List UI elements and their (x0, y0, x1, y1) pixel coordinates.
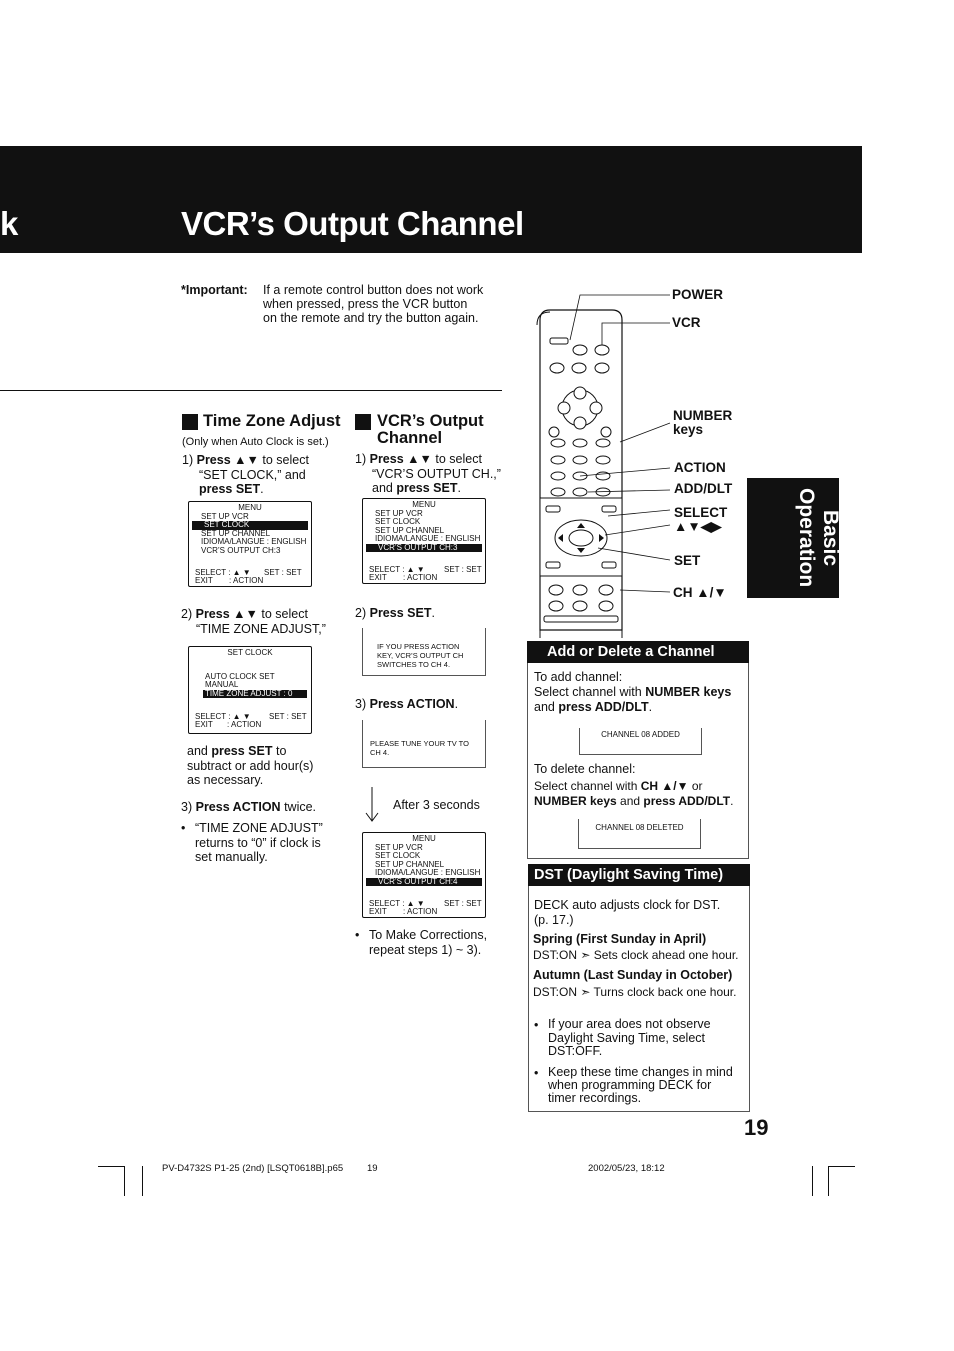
tz-note: (Only when Auto Clock is set.) (182, 436, 329, 448)
add-delete-add-text: To add channel: Select channel with NUMBER keys and press ADD/DLT. (534, 670, 732, 714)
section-square-icon (355, 414, 371, 430)
crop-mark (142, 1166, 143, 1196)
label-action: ACTION (674, 460, 726, 475)
divider (0, 390, 502, 391)
down-arrow-icon (364, 787, 384, 823)
oc-screen-menu-ch4: MENU SET UP VCR SET CLOCK SET UP CHANNEL IDIOMA/LANGUE : ENGLISH VCR’S OUTPUT CH:4 SELECT : ▲ ▼ SET : SET EXIT : ACTION (362, 832, 486, 918)
label-power: POWER (672, 287, 724, 302)
important-text: If a remote control button does not work when pressed, press the VCR button on the remote and try the button again. (263, 283, 484, 325)
label-number-keys: NUMBER keys (673, 408, 733, 437)
page-number: 19 (744, 1115, 769, 1140)
tz-step2: 2) Press ▲▼ to select “TIME ZONE ADJUST,” (181, 607, 326, 636)
label-ch: CH ▲/▼ (673, 585, 727, 600)
oc-screen-switch: IF YOU PRESS ACTION KEY, VCR’S OUTPUT CH SWITCHES TO CH 4. (362, 628, 486, 676)
tz-heading: Time Zone Adjust (203, 412, 341, 430)
page-title: VCR’s Output Channel (181, 205, 524, 242)
section-tab-label: Basic Operation (795, 488, 842, 588)
label-adddlt: ADD/DLT (674, 481, 733, 496)
crop-mark (124, 1166, 125, 1196)
after-3-seconds: After 3 seconds (393, 798, 480, 812)
add-delete-heading: Add or Delete a Channel (527, 641, 749, 663)
label-vcr: VCR (672, 315, 701, 330)
dst-bullet-1: • If your area does not observe Daylight Saving Time, select DST:OFF. (534, 1017, 711, 1058)
dst-spring-heading: Spring (First Sunday in April) (533, 932, 707, 946)
tz-screen-clock: SET CLOCK AUTO CLOCK SET MANUAL TIME ZONE ADJUST : 0 SELECT : ▲ ▼ SET : SET EXIT : ACTION (188, 646, 312, 734)
tz-step3: 3) Press ACTION twice. (181, 800, 317, 814)
dst-heading: DST (Daylight Saving Time) (528, 864, 750, 886)
oc-screen-menu: MENU SET UP VCR SET CLOCK SET UP CHANNEL IDIOMA/LANGUE : ENGLISH VCR’S OUTPUT CH:3 SELECT : ▲ ▼ SET : SET EXIT : ACTION (362, 498, 486, 584)
label-select: SELECT ▲▼◀▶ (674, 505, 728, 534)
tz-bullet: • “TIME ZONE ADJUST” returns to “0” if clock is set manually. (181, 821, 323, 864)
important-label: *Important: (181, 283, 248, 297)
tz-step1: 1) Press ▲▼ to select “SET CLOCK,” and press SET. (182, 453, 309, 496)
oc-screen-tune: PLEASE TUNE YOUR TV TO CH 4. (362, 720, 486, 768)
crop-mark (98, 1166, 125, 1167)
header-fragment: k (0, 205, 19, 242)
crop-mark (828, 1166, 855, 1167)
dst-autumn-line: DST:ON ➣ Turns clock back one hour. (533, 985, 737, 999)
oc-step1: 1) Press ▲▼ to select “VCR’S OUTPUT CH.,” and press SET. (355, 452, 501, 495)
dst-intro: DECK auto adjusts clock for DST. (p. 17.) (534, 898, 721, 927)
oc-step3: 3) Press ACTION. (355, 697, 459, 711)
tz-screen-menu: MENU SET UP VCR SET CLOCK SET UP CHANNEL IDIOMA/LANGUE : ENGLISH VCR’S OUTPUT CH:3 SELECT : ▲ ▼ SET : SET EXIT : ACTION (188, 501, 312, 587)
channel-deleted-screen: CHANNEL 08 DELETED (578, 819, 701, 849)
footer-file: PV-D4732S P1-25 (2nd) [LSQT0618B].p65 (162, 1163, 344, 1174)
footer-date: 2002/05/23, 18:12 (588, 1163, 665, 1174)
dst-autumn-heading: Autumn (Last Sunday in October) (533, 968, 733, 982)
crop-mark (812, 1166, 813, 1196)
dst-spring-line: DST:ON ➣ Sets clock ahead one hour. (533, 948, 739, 962)
oc-step2: 2) Press SET. (355, 606, 435, 620)
dst-bullet-2: • Keep these time changes in mind when programming DECK for timer recordings. (534, 1065, 733, 1105)
footer-page: 19 (367, 1163, 378, 1174)
section-square-icon (182, 414, 198, 430)
channel-added-screen: CHANNEL 08 ADDED (579, 728, 702, 755)
oc-bullet: • To Make Corrections, repeat steps 1) ~ 3). (355, 928, 488, 957)
to-delete-label: To delete channel: (534, 762, 636, 776)
add-delete-delete-text: Select channel with CH ▲/▼ or NUMBER keys and press ADD/DLT. (534, 779, 734, 808)
tz-subtract-text: and press SET to subtract or add hour(s) as necessary. (187, 744, 314, 787)
oc-heading: VCR’s Output Channel (377, 412, 484, 447)
crop-mark (828, 1166, 829, 1196)
label-set: SET (674, 553, 701, 568)
